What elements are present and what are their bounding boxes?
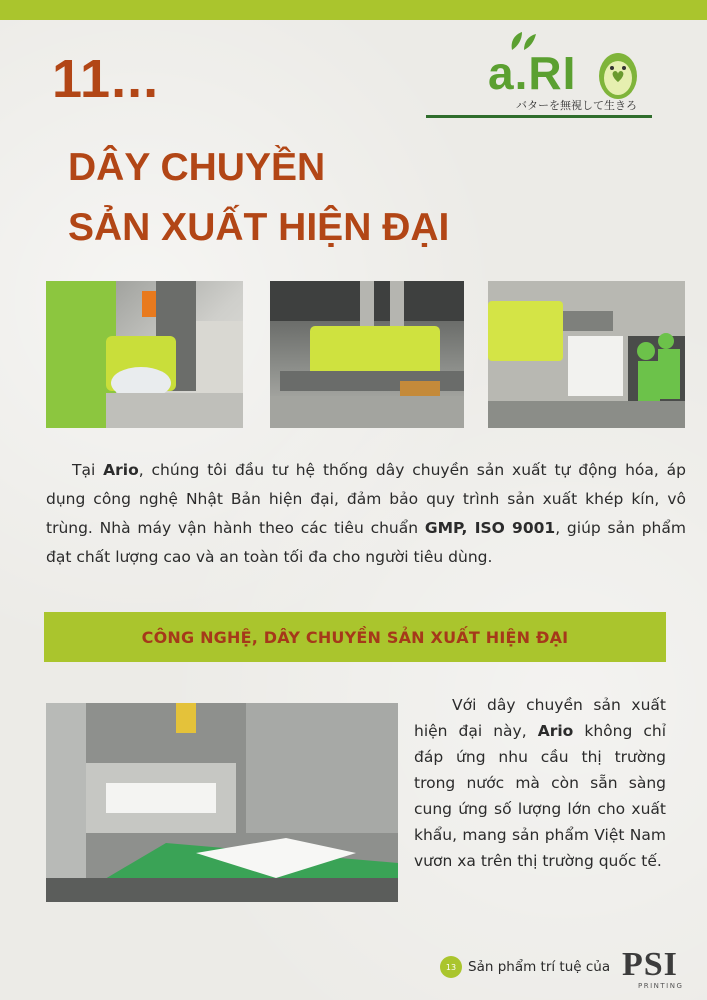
intro-text-2: , chúng tôi đầu tư hệ thống dây chuyền sản xuất tự động hóa, áp dụng công nghệ Nhật Bản hiện đại, đảm bảo quy trình sản xuất khép kín, vô trùng. Nhà máy vận hành theo các tiêu chuẩn bbox=[46, 461, 686, 537]
logo-brand-text: a.RI bbox=[488, 47, 577, 99]
logo-underline bbox=[426, 115, 652, 118]
section-banner bbox=[44, 612, 666, 662]
page-number-heading: 11... bbox=[52, 49, 160, 109]
photo-production-line-workers bbox=[488, 281, 685, 428]
side-text-1: Với dây chuyền sản xuất hiện đại này, bbox=[414, 696, 666, 740]
photo-packing-worker bbox=[46, 281, 243, 428]
intro-standards: GMP, ISO 9001 bbox=[424, 519, 556, 537]
psi-logo-text: PSI bbox=[622, 946, 678, 983]
intro-text-3: , giúp sản phẩm đạt chất lượng cao và an toàn tối đa cho người tiêu dùng. bbox=[46, 519, 686, 566]
footer-text: Sản phẩm trí tuệ của bbox=[468, 959, 611, 975]
side-brand: Ario bbox=[537, 722, 574, 740]
footer-page-number: 13 bbox=[440, 956, 462, 978]
footer bbox=[440, 956, 610, 978]
intro-paragraph bbox=[46, 456, 686, 572]
photo-sealing-machine bbox=[270, 281, 464, 428]
intro-text-1: Tại bbox=[72, 461, 104, 479]
psi-logo-subtext: PRINTING bbox=[638, 982, 684, 990]
ario-logo bbox=[426, 30, 652, 120]
page-title-line-1: DÂY CHUYỀN bbox=[68, 146, 326, 189]
photo-tissue-conveyor bbox=[46, 703, 398, 902]
intro-brand: Ario bbox=[103, 461, 139, 479]
top-accent-bar bbox=[0, 0, 707, 20]
page-title-line-2: SẢN XUẤT HIỆN ĐẠI bbox=[68, 206, 450, 249]
avocado-mascot-icon bbox=[596, 46, 640, 100]
side-paragraph bbox=[414, 692, 666, 874]
logo-tagline: バターを無視して生きろ bbox=[516, 99, 637, 112]
psi-printing-logo bbox=[622, 946, 684, 992]
section-banner-text: CÔNG NGHỆ, DÂY CHUYỀN SẢN XUẤT HIỆN ĐẠI bbox=[141, 627, 569, 647]
side-text-2: không chỉ đáp ứng nhu cầu thị trường trong nước mà còn sẵn sàng cung ứng số lượng lớn cho xuất khẩu, mang sản phẩm Việt Nam vươn xa trên thị trường quốc tế. bbox=[414, 722, 667, 870]
